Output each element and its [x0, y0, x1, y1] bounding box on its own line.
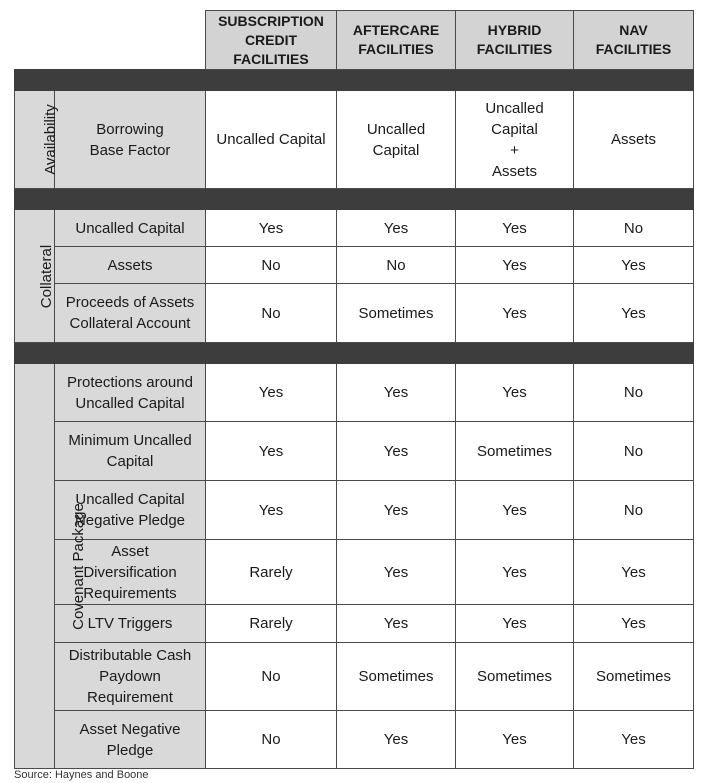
row-label: Uncalled Capital [55, 210, 206, 247]
table-cell: Yes [206, 364, 337, 422]
table-row [15, 540, 694, 605]
table-cell: Yes [456, 364, 574, 422]
table-cell: Uncalled Capital [206, 91, 337, 189]
table-row [15, 284, 694, 343]
table-cell: No [574, 481, 694, 540]
section-divider [15, 189, 694, 210]
table-cell: No [206, 284, 337, 343]
table-cell: Yes [337, 481, 456, 540]
section-label-text: Availability [41, 104, 59, 175]
row-label: Proceeds of Assets Collateral Account [55, 284, 206, 343]
table-cell: Yes [337, 711, 456, 769]
column-header-hybrid: HYBRID FACILITIES [456, 11, 574, 70]
section-label-text: Collateral [38, 244, 56, 308]
column-header-aftercare: AFTERCARE FACILITIES [337, 11, 456, 70]
row-label: Assets [55, 247, 206, 284]
row-label: Distributable Cash Paydown Requirement [55, 643, 206, 711]
table-cell: Sometimes [337, 284, 456, 343]
table-row [15, 711, 694, 769]
table-cell: No [206, 711, 337, 769]
table-cell: Yes [337, 422, 456, 481]
table-cell: Yes [206, 210, 337, 247]
section-divider [15, 343, 694, 364]
table-cell: Yes [574, 540, 694, 605]
section-label-covenant [15, 364, 87, 769]
table-row [15, 481, 694, 540]
table-cell: Yes [206, 481, 337, 540]
table-row [15, 364, 694, 422]
table-cell: Yes [337, 605, 456, 643]
facility-comparison-table [14, 10, 694, 769]
section-label-availability [15, 91, 59, 189]
table-cell: No [574, 364, 694, 422]
table-cell: Yes [574, 711, 694, 769]
table-cell: Yes [456, 284, 574, 343]
source-caption: Source: Haynes and Boone [14, 769, 149, 781]
row-label: LTV Triggers [55, 605, 206, 643]
table-cell: Rarely [206, 540, 337, 605]
section-label-collateral [15, 210, 55, 343]
table-cell: No [206, 247, 337, 284]
table-row [15, 643, 694, 711]
table-cell: Yes [456, 247, 574, 284]
table-cell: Rarely [206, 605, 337, 643]
table-cell: Yes [337, 364, 456, 422]
row-label: Asset Diversification Requirements [55, 540, 206, 605]
table-cell: No [574, 422, 694, 481]
table-row [15, 247, 694, 284]
column-header-nav: NAV FACILITIES [574, 11, 694, 70]
table-cell: Yes [456, 605, 574, 643]
table-cell: Yes [456, 540, 574, 605]
row-label: Minimum Uncalled Capital [55, 422, 206, 481]
table-cell: No [206, 643, 337, 711]
header-corner [15, 11, 206, 70]
table-cell: Sometimes [456, 422, 574, 481]
table-row [15, 422, 694, 481]
table-cell: Yes [456, 210, 574, 247]
row-label: Asset Negative Pledge [55, 711, 206, 769]
table-row [15, 91, 694, 189]
column-header-subscription: SUBSCRIPTION CREDIT FACILITIES [206, 11, 337, 70]
row-label: Uncalled Capital Negative Pledge [55, 481, 206, 540]
table-cell: Yes [206, 422, 337, 481]
section-divider [15, 70, 694, 91]
table-row [15, 605, 694, 643]
table-cell: Yes [337, 540, 456, 605]
row-label: Borrowing Base Factor [55, 91, 206, 189]
table-cell: Yes [574, 284, 694, 343]
section-label-text: Covenant Package [69, 502, 87, 630]
table-row [15, 210, 694, 247]
table-cell: Uncalled Capital [337, 91, 456, 189]
table-cell: Sometimes [337, 643, 456, 711]
header-row [15, 11, 694, 70]
table-cell: Yes [574, 247, 694, 284]
table-cell: Sometimes [574, 643, 694, 711]
table-cell: No [574, 210, 694, 247]
table-cell: Uncalled Capital + Assets [456, 91, 574, 189]
table-cell: Sometimes [456, 643, 574, 711]
table-cell: Yes [574, 605, 694, 643]
table-cell: Yes [456, 711, 574, 769]
row-label: Protections around Uncalled Capital [55, 364, 206, 422]
table-cell: Yes [456, 481, 574, 540]
table-cell: Assets [574, 91, 694, 189]
table-cell: Yes [337, 210, 456, 247]
table-cell: No [337, 247, 456, 284]
